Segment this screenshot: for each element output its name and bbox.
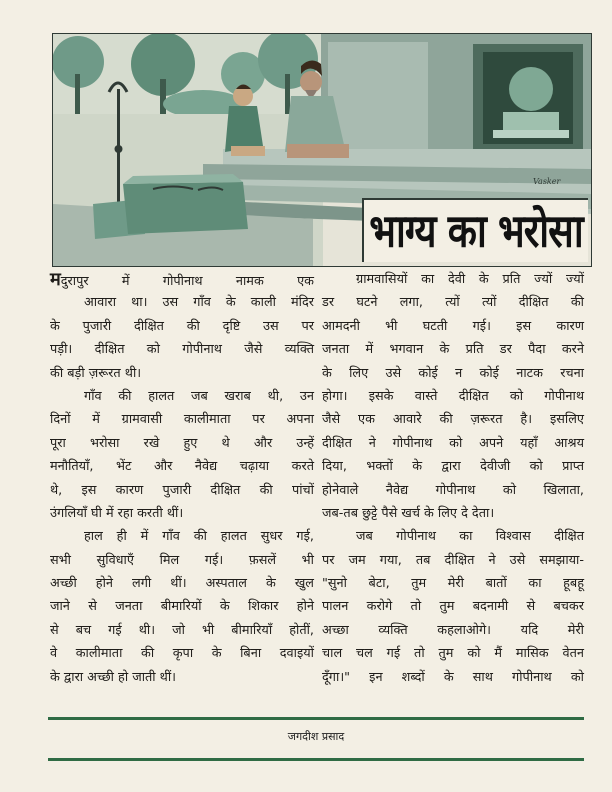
- text-line: जैसे एक आवारे की ज़रूरत है। इसलिए: [322, 412, 584, 428]
- text-line: होनेवाले नैवेद्य गोपीनाथ को खिलाता,: [322, 482, 584, 498]
- text-line: "सुनो बेटा, तुम मेरी बातों का हूबहू: [322, 576, 584, 592]
- footer-rule-top: [48, 717, 584, 720]
- text-line: पड़ी। दीक्षित को गोपीनाथ जैसे व्यक्ति: [50, 342, 314, 358]
- text-line: सभी सुविधाएँ मिल गई। फ़सलें भी: [50, 552, 314, 568]
- footer-rule-bottom: [48, 758, 584, 761]
- text-line: हाल ही में गाँव की हालत सुधर गई,: [84, 529, 314, 545]
- text-line: दूँगा।" इन शब्दों के साथ गोपीनाथ को: [322, 669, 584, 685]
- text-line: जब गोपीनाथ का विश्वास दीक्षित: [356, 529, 584, 545]
- title-box: [362, 198, 588, 262]
- text-line: के लिए उसे कोई न कोई नाटक रचना: [322, 365, 584, 381]
- text-line: वे कालीमाता की कृपा के बिना दवाइयों: [50, 646, 314, 662]
- text-line: पर जम गया, तब दीक्षित ने उसे समझाया-: [322, 552, 584, 568]
- left-column: [50, 268, 314, 689]
- text-line: के पुजारी दीक्षित की दृष्टि उस पर: [50, 318, 314, 334]
- drop-cap: म: [50, 269, 61, 290]
- text-line: जनता में भगवान के प्रति डर पैदा करने: [322, 342, 584, 358]
- text-line: अच्छी होने लगी थीं। अस्पताल के खुल: [50, 576, 314, 592]
- story-title: भाग्य का भरोसा: [369, 204, 583, 258]
- right-column: [322, 268, 584, 689]
- text-line: की बड़ी ज़रूरत थी।: [50, 365, 142, 381]
- text-line: दिनों में ग्रामवासी कालीमाता पर अपना: [50, 412, 314, 428]
- text-line: गाँव की हालत जब खराब थी, उन: [84, 388, 314, 404]
- text-line: जाने से जनता बीमारियों के शिकार होने: [50, 599, 314, 615]
- text-line: होगा। इसके वास्ते दीक्षित को गोपीनाथ: [322, 388, 584, 404]
- text-line: दिया, भक्तों के द्वारा देवीजी को प्राप्त: [322, 459, 584, 475]
- text-line: पालन करोगे तो तुम बदनामी से बचकर: [322, 599, 584, 615]
- author-credit: जगदीश प्रसाद: [287, 730, 345, 743]
- illustrator-signature: Vasker: [533, 177, 561, 186]
- text-line: आमदनी भी घटती गई। इस कारण: [322, 318, 584, 334]
- text-line: से बच गई थी। जो भी बीमारियाँ होतीं,: [50, 622, 314, 638]
- text-line: आवारा था। उस गाँव के काली मंदिर: [84, 295, 314, 311]
- text-line: डर घटने लगा, त्यों त्यों दीक्षित की: [322, 295, 584, 311]
- text-line: दीक्षित ने गोपीनाथ को अपने यहाँ आश्रय: [322, 435, 584, 451]
- text-line: जब-तब छुट्टे पैसे खर्च के लिए दे देता।: [322, 505, 495, 521]
- text-line: के द्वारा अच्छी हो जाती थीं।: [50, 669, 177, 685]
- text-line: पूरा भरोसा रखे हुए थे और उन्हें: [50, 435, 314, 451]
- text-line: ग्रामवासियों का देवी के प्रति ज्यों ज्यों: [356, 272, 584, 287]
- text-line: उंगलियाँ घी में रहा करती थीं।: [50, 505, 184, 521]
- text-line: मनौतियाँ, भेंट और नैवेद्य चढ़ाया करते: [50, 459, 314, 475]
- text-line: मदुरापुर में गोपीनाथ नामक एक: [50, 269, 314, 290]
- text-line: अच्छा व्यक्ति कहलाओगे। यदि मेरी: [322, 622, 584, 638]
- text-line: थे, इस कारण पुजारी दीक्षित की पांचों: [50, 482, 314, 498]
- text-line: चाल चल गई तो तुम को मैं मासिक वेतन: [322, 646, 584, 662]
